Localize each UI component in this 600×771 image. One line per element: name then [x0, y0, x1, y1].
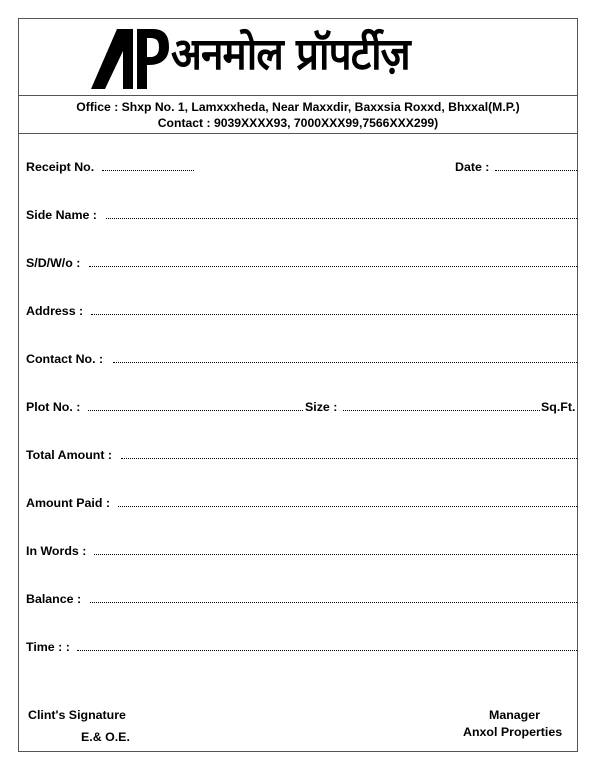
side-name-field[interactable] — [106, 218, 577, 219]
receipt-no-label: Receipt No. — [26, 160, 95, 174]
address-field[interactable] — [91, 314, 577, 315]
date-label: Date : — [455, 160, 490, 174]
contact-numbers: Contact : 9039XXXX93, 7000XXX99,7566XXX299) — [157, 116, 439, 130]
plot-no-label: Plot No. : — [26, 400, 81, 414]
contact-no-label: Contact No. : — [26, 352, 104, 366]
logo-header — [19, 19, 577, 95]
receipt-no-field[interactable] — [102, 170, 194, 171]
sdwo-label: S/D/W/o : — [26, 256, 81, 270]
time-field[interactable] — [77, 650, 577, 651]
total-amount-field[interactable] — [121, 458, 577, 459]
size-field[interactable] — [343, 410, 540, 411]
office-address: Office : Shxp No. 1, Lamxxxheda, Near Maxxdir, Baxxsia Roxxd, Bhxxal(M.P.) — [76, 100, 520, 114]
side-name-label: Side Name : — [26, 208, 97, 222]
amount-paid-label: Amount Paid : — [26, 496, 110, 510]
client-signature-label: Clint's Signature — [28, 708, 126, 722]
balance-label: Balance : — [26, 592, 82, 606]
office-address-block — [19, 99, 577, 131]
company-name-hindi: अनमोल प्रॉपर्टीज़ — [171, 29, 410, 80]
divider — [19, 133, 577, 134]
size-label: Size : — [305, 400, 338, 414]
company-name: Anxol Properties — [463, 725, 563, 739]
plot-no-field[interactable] — [88, 410, 303, 411]
balance-field[interactable] — [90, 602, 577, 603]
eoe-note: E.& O.E. — [81, 730, 130, 744]
address-label: Address : — [26, 304, 84, 318]
total-amount-label: Total Amount : — [26, 448, 113, 462]
contact-no-field[interactable] — [113, 362, 577, 363]
date-field[interactable] — [495, 170, 577, 171]
time-label: Time : : — [26, 640, 70, 654]
amount-paid-field[interactable] — [118, 506, 577, 507]
in-words-field[interactable] — [94, 554, 577, 555]
receipt-frame — [18, 18, 578, 752]
ap-logo-icon — [91, 29, 169, 89]
sdwo-field[interactable] — [89, 266, 577, 267]
divider — [19, 95, 577, 96]
sqft-label: Sq.Ft. — [541, 400, 576, 414]
manager-label: Manager — [489, 708, 540, 722]
in-words-label: In Words : — [26, 544, 87, 558]
